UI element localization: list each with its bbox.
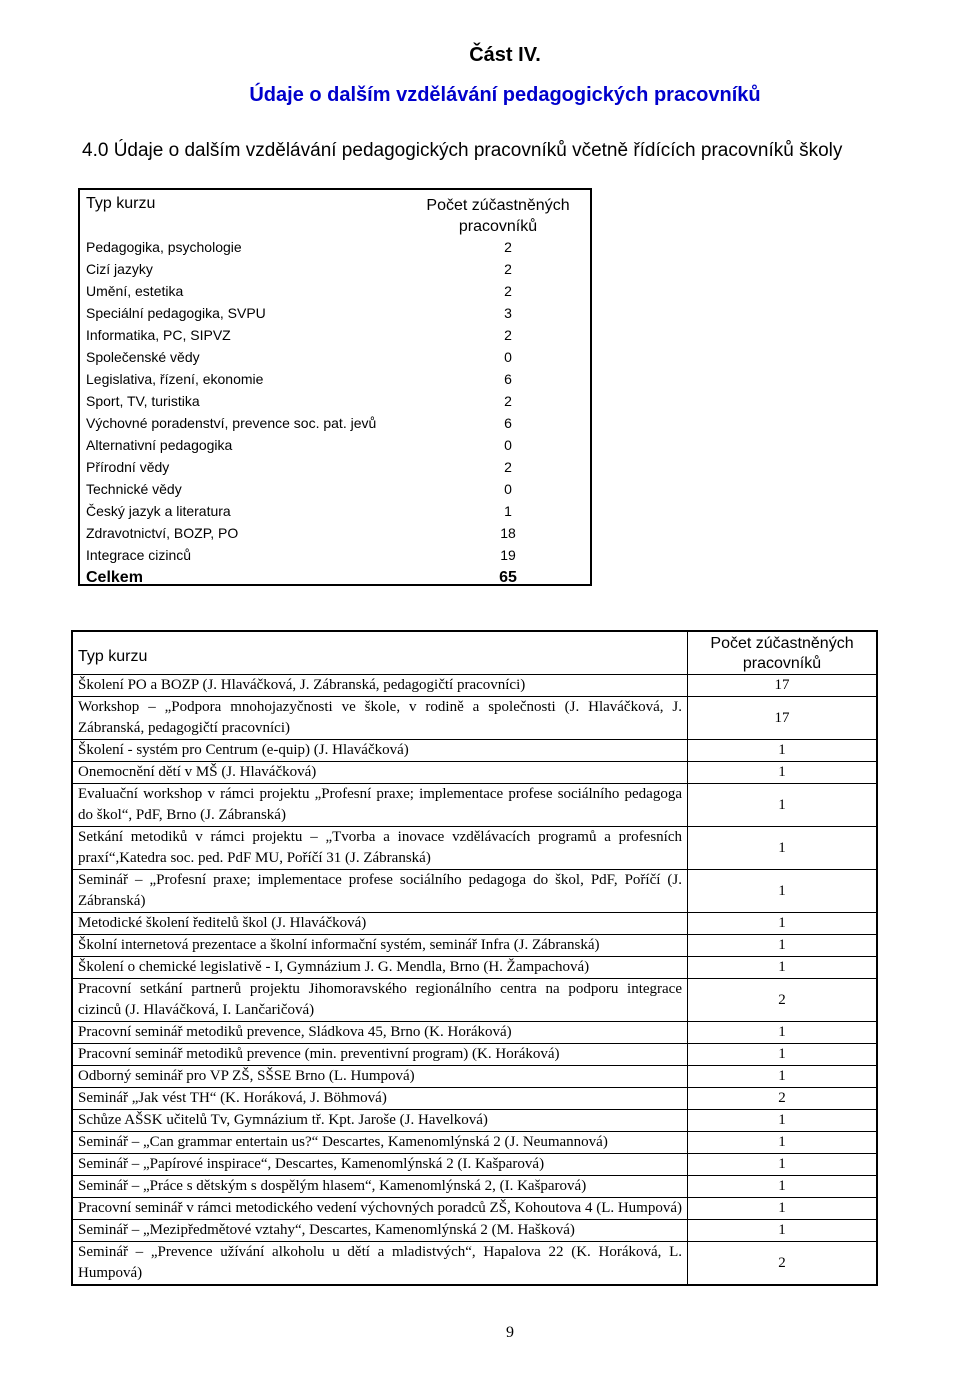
participant-count: 3 — [504, 305, 512, 321]
participant-count: 0 — [504, 481, 512, 497]
course-detail-table — [71, 630, 878, 1286]
course-name: Seminář – „Práce s dětským s dospělým hlasem“, Kamenomlýnská 2, (I. Kašparová) — [72, 1176, 688, 1198]
participant-count: 1 — [688, 1044, 878, 1066]
participant-count: 1 — [688, 1176, 878, 1198]
course-name: Schůze AŠSK učitelů Tv, Gymnázium tř. Kpt. Jaroše (J. Havelková) — [72, 1110, 688, 1132]
course-name: Seminář – „Profesní praxe; implementace profese sociálního pedagoga do škol, PdF, Poříčí (J. Zábranská) — [72, 870, 688, 913]
course-name: Seminář – „Papírové inspirace“, Descartes, Kamenomlýnská 2 (I. Kašparová) — [72, 1154, 688, 1176]
total-row — [80, 566, 590, 590]
course-name: Školení - systém pro Centrum (e-quip) (J. Hlaváčková) — [72, 740, 688, 762]
course-type: Informatika, PC, SIPVZ — [86, 327, 231, 343]
table-row — [72, 697, 877, 740]
participant-count: 1 — [688, 870, 878, 913]
table-row — [72, 740, 877, 762]
course-name: Workshop – „Podpora mnohojazyčnosti ve škole, v rodině a společnosti (J. Hlaváčková, J. Zábranská, pedagogičtí pracovníci) — [72, 697, 688, 740]
table-row — [72, 979, 877, 1022]
course-name: Pracovní seminář v rámci metodického vedení výchovných poradců ZŠ, Kohoutova 4 (L. Humpová) — [72, 1198, 688, 1220]
course-type: Zdravotnictví, BOZP, PO — [86, 525, 239, 541]
participant-count: 2 — [504, 393, 512, 409]
table-row — [80, 280, 590, 302]
course-type: Legislativa, řízení, ekonomie — [86, 371, 264, 387]
column-header-count: Počet zúčastněných pracovníků — [426, 197, 570, 235]
participant-count: 1 — [688, 827, 878, 870]
table-row — [72, 870, 877, 913]
course-name: Školení PO a BOZP (J. Hlaváčková, J. Zábranská, pedagogičtí pracovníci) — [72, 675, 688, 697]
course-summary-table — [78, 188, 592, 586]
participant-count: 2 — [688, 1088, 878, 1110]
table-row — [72, 1220, 877, 1242]
course-name: Pracovní setkání partnerů projektu Jihomoravského regionálního centra na podporu integrace cizinců (J. Hlaváčková, I. Lančaričová) — [72, 979, 688, 1022]
participant-count: 1 — [688, 740, 878, 762]
table-row — [72, 1242, 877, 1286]
participant-count: 2 — [504, 239, 512, 255]
table-row — [80, 456, 590, 478]
participant-count: 1 — [688, 935, 878, 957]
course-type: Sport, TV, turistika — [86, 393, 200, 409]
participant-count: 1 — [688, 784, 878, 827]
table-row — [80, 434, 590, 456]
participant-count: 1 — [688, 913, 878, 935]
table-row — [80, 302, 590, 324]
table-row — [72, 1022, 877, 1044]
chapter-title: Údaje o dalším vzdělávání pedagogických pracovníků — [249, 84, 761, 106]
course-type: Výchovné poradenství, prevence soc. pat. jevů — [86, 415, 377, 431]
participant-count: 1 — [688, 762, 878, 784]
participant-count: 2 — [688, 979, 878, 1022]
table-row — [80, 522, 590, 544]
column-header-type: Typ kurzu — [72, 631, 688, 675]
course-name: Pracovní seminář metodiků prevence (min. preventivní program) (K. Horáková) — [72, 1044, 688, 1066]
course-name: Setkání metodiků v rámci projektu – „Tvorba a inovace vzdělávacích programů a profesních praxí“,Katedra soc. ped. PdF MU, Poříčí 31 (J. Zábranská) — [72, 827, 688, 870]
participant-count: 1 — [688, 1198, 878, 1220]
table-row — [72, 1066, 877, 1088]
table-row — [72, 913, 877, 935]
course-type: Speciální pedagogika, SVPU — [86, 305, 266, 321]
participant-count: 2 — [504, 283, 512, 299]
participant-count: 1 — [688, 1066, 878, 1088]
participant-count: 19 — [500, 547, 516, 563]
course-type: Pedagogika, psychologie — [86, 239, 242, 255]
course-name: Seminář – „Prevence užívání alkoholu u dětí a mladistvých“, Hapalova 22 (K. Horáková, L. Humpová) — [72, 1242, 688, 1286]
participant-count: 18 — [500, 525, 516, 541]
course-type: Integrace cizinců — [86, 547, 192, 563]
table-row — [72, 1198, 877, 1220]
course-name: Pracovní seminář metodiků prevence, Sládkova 45, Brno (K. Horáková) — [72, 1022, 688, 1044]
participant-count: 6 — [504, 415, 512, 431]
participant-count: 1 — [688, 1132, 878, 1154]
table-row — [72, 762, 877, 784]
course-type: Technické vědy — [86, 481, 182, 497]
course-type: Český jazyk a literatura — [86, 503, 231, 519]
course-type: Cizí jazyky — [86, 261, 153, 277]
participant-count: 17 — [688, 697, 878, 740]
course-type: Přírodní vědy — [86, 459, 170, 475]
participant-count: 0 — [504, 349, 512, 365]
participant-count: 1 — [688, 1220, 878, 1242]
course-type: Umění, estetika — [86, 283, 184, 299]
course-name: Školení o chemické legislativě - I, Gymnázium J. G. Mendla, Brno (H. Žampachová) — [72, 957, 688, 979]
table-row — [80, 390, 590, 412]
table-header — [80, 192, 590, 238]
course-name: Metodické školení ředitelů škol (J. Hlaváčková) — [72, 913, 688, 935]
table-header — [72, 631, 877, 675]
participant-count: 2 — [504, 327, 512, 343]
section-title: 4.0 Údaje o dalším vzdělávání pedagogických pracovníků včetně řídících pracovníků školy — [82, 140, 843, 161]
table-row — [72, 784, 877, 827]
column-header-type: Typ kurzu — [86, 195, 156, 212]
course-name: Odborný seminář pro VP ZŠ, SŠSE Brno (L. Humpová) — [72, 1066, 688, 1088]
course-name: Seminář – „Can grammar entertain us?“ Descartes, Kamenomlýnská 2 (J. Neumannová) — [72, 1132, 688, 1154]
table-row — [72, 935, 877, 957]
table-row — [80, 368, 590, 390]
table-row — [80, 324, 590, 346]
participant-count: 6 — [504, 371, 512, 387]
participant-count: 1 — [688, 1110, 878, 1132]
participant-count: 1 — [504, 503, 512, 519]
course-type: Alternativní pedagogika — [86, 437, 233, 453]
table-row — [80, 236, 590, 258]
table-row — [80, 346, 590, 368]
participant-count: 0 — [504, 437, 512, 453]
table-row — [72, 1132, 877, 1154]
participant-count: 17 — [688, 675, 878, 697]
table-row — [72, 1176, 877, 1198]
table-row — [80, 412, 590, 434]
table-row — [72, 675, 877, 697]
page-number: 9 — [506, 1324, 514, 1341]
course-name: Onemocnění dětí v MŠ (J. Hlaváčková) — [72, 762, 688, 784]
table-row — [72, 957, 877, 979]
participant-count: 1 — [688, 1154, 878, 1176]
total-label: Celkem — [86, 569, 143, 586]
course-name: Evaluační workshop v rámci projektu „Profesní praxe; implementace profese sociálního pedagoga do škol“, PdF, Brno (J. Zábranská) — [72, 784, 688, 827]
column-header-count: Počet zúčastněných pracovníků — [688, 631, 878, 675]
table-row — [80, 500, 590, 522]
participant-count: 2 — [504, 261, 512, 277]
course-name: Seminář – „Mezipředmětové vztahy“, Descartes, Kamenomlýnská 2 (M. Hašková) — [72, 1220, 688, 1242]
table-row — [80, 544, 590, 566]
table-row — [72, 1154, 877, 1176]
participant-count: 2 — [688, 1242, 878, 1286]
part-title: Část IV. — [469, 44, 541, 66]
participant-count: 1 — [688, 957, 878, 979]
course-name: Seminář „Jak vést TH“ (K. Horáková, J. Böhmová) — [72, 1088, 688, 1110]
table-row — [80, 258, 590, 280]
course-name: Školní internetová prezentace a školní informační systém, seminář Infra (J. Zábranská) — [72, 935, 688, 957]
table-row — [80, 478, 590, 500]
course-type: Společenské vědy — [86, 349, 200, 365]
table-row — [72, 827, 877, 870]
participant-count: 1 — [688, 1022, 878, 1044]
table-body — [80, 236, 590, 590]
participant-count: 2 — [504, 459, 512, 475]
table-row — [72, 1044, 877, 1066]
table-row — [72, 1110, 877, 1132]
total-value: 65 — [499, 569, 517, 586]
table-row — [72, 1088, 877, 1110]
